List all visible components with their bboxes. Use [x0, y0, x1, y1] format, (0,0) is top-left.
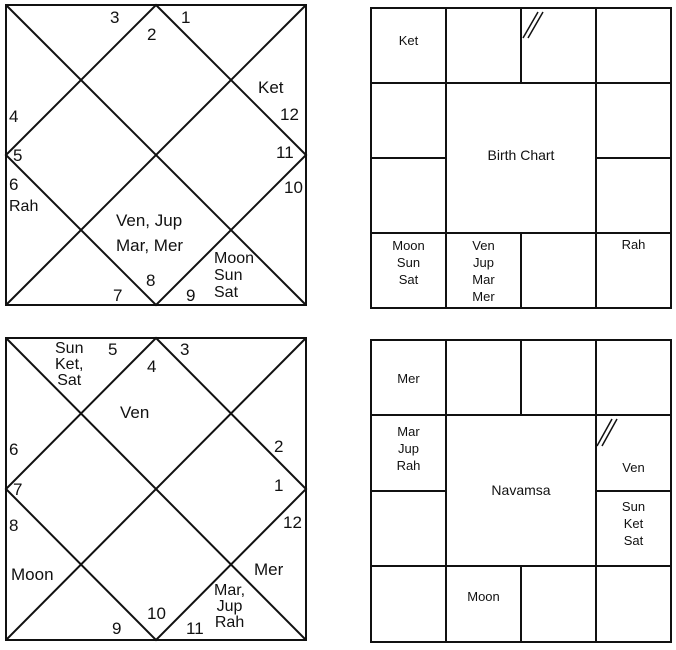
planet-mar: Mar	[472, 271, 495, 287]
planet-moon: Moon	[11, 565, 54, 584]
navamsa-cell-leo	[596, 499, 671, 550]
planet-sun: Sun	[55, 340, 84, 357]
navamsa-cell-scorpio: Moon	[467, 589, 500, 604]
navamsa-chart-title: Navamsa	[491, 482, 551, 498]
planet-jup: Jup	[473, 254, 494, 270]
navamsa-north-lines	[0, 334, 310, 646]
planet-ven: Ven	[472, 238, 495, 253]
house-number-9: 9	[186, 286, 196, 305]
planets-house-1-line-2: Mar, Mer	[116, 236, 184, 255]
planets-house-1-line-1: Ven, Jup	[116, 211, 183, 230]
house-number-9: 9	[112, 619, 122, 638]
planet-jup: Jup	[398, 440, 419, 456]
rasi-chart-title: Birth Chart	[487, 147, 555, 163]
rasi-south-chart	[368, 0, 676, 312]
planet-sun: Sun	[214, 267, 243, 284]
navamsa-house-5-planets	[55, 341, 83, 389]
house-number-6: 6	[9, 175, 19, 194]
planet-rah: Rah	[396, 457, 421, 473]
planet-sat: Sat	[57, 372, 82, 389]
house-number-4: 4	[147, 357, 157, 376]
house-number-12: 12	[283, 513, 302, 532]
house-number-10: 10	[284, 178, 303, 197]
planet-moon: Moon	[392, 238, 425, 253]
navamsa-cell-aquarius	[371, 424, 446, 475]
house-number-11: 11	[186, 619, 204, 638]
planet-ket: Ket	[623, 515, 644, 531]
house-number-12: 12	[280, 105, 299, 124]
rasi-north-lines	[0, 0, 310, 310]
planet-sat: Sat	[214, 284, 239, 301]
house-number-2: 2	[147, 25, 157, 44]
rasi-cell-virgo: Rah	[621, 237, 646, 252]
planet-ven: Ven	[120, 403, 150, 422]
house-number-7: 7	[13, 480, 23, 499]
rasi-cell-scorpio	[446, 238, 521, 306]
planet-ket: Ket,	[55, 356, 84, 373]
house-number-2: 2	[274, 437, 284, 456]
rasi-cell-pisces: Ket	[398, 33, 419, 48]
planet-mer: Mer	[472, 288, 495, 304]
planet-mar: Mar	[397, 424, 420, 439]
planet-sun: Sun	[621, 499, 646, 514]
house-number-6: 6	[9, 440, 19, 459]
house-number-10: 10	[147, 604, 166, 623]
planet-moon: Moon	[214, 250, 255, 267]
house-number-11: 11	[276, 143, 294, 162]
planet-ket: Ket	[258, 78, 284, 97]
planet-mar: Mar,	[214, 582, 246, 599]
planet-mer: Mer	[254, 560, 284, 579]
rasi-north-chart	[0, 0, 310, 310]
house-number-3: 3	[180, 340, 190, 359]
planet-rah: Rah	[9, 198, 39, 215]
rasi-cell-sagittarius	[371, 238, 446, 289]
house-number-7: 7	[113, 286, 123, 305]
house-number-8: 8	[9, 516, 19, 535]
house-number-8: 8	[146, 271, 156, 290]
navamsa-south-chart	[368, 334, 676, 646]
house-number-3: 3	[110, 8, 120, 27]
house-number-5: 5	[108, 340, 118, 359]
house-number-4: 4	[9, 107, 19, 126]
house-number-1: 1	[274, 476, 284, 495]
planet-rah: Rah	[214, 614, 245, 631]
planet-sat: Sat	[623, 532, 644, 548]
navamsa-cell-pisces: Mer	[397, 371, 420, 386]
navamsa-cell-cancer: Ven	[622, 460, 645, 475]
navamsa-house-11-planets	[214, 583, 245, 631]
planet-jup: Jup	[216, 598, 243, 615]
house-number-5: 5	[13, 146, 23, 165]
navamsa-north-chart	[0, 334, 310, 646]
planet-sat: Sat	[398, 271, 419, 287]
house-number-1: 1	[181, 8, 191, 27]
planet-sun: Sun	[396, 254, 421, 270]
